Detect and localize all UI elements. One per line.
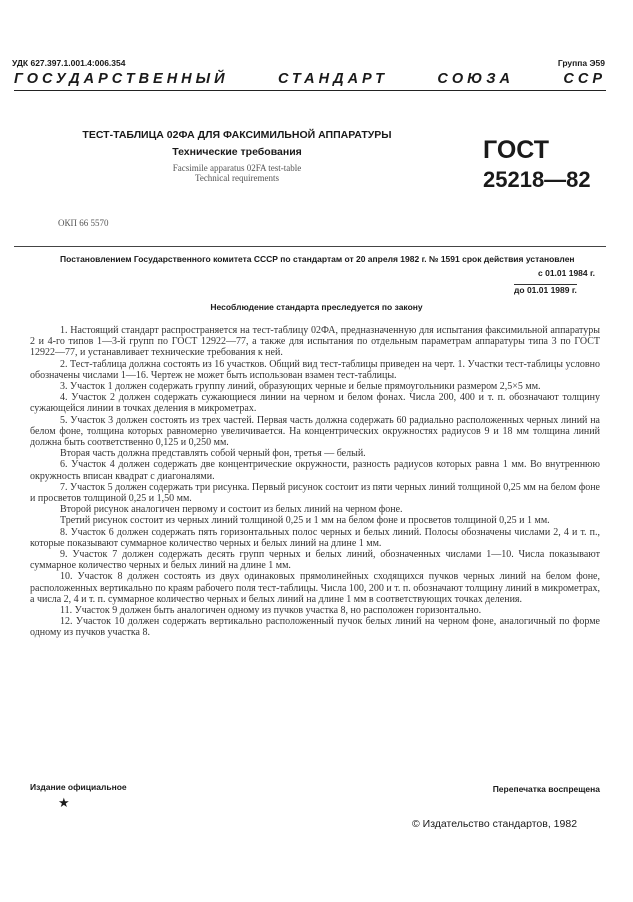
banner-word: ССР [563, 71, 606, 87]
gost-number: 25218—82 [483, 167, 591, 192]
english-subtitle: Technical requirements [194, 173, 280, 183]
reprint-prohibited-label: Перепечатка воспрещена [492, 784, 600, 794]
paragraph: 3. Участок 1 должен содержать группу линий, образующих черные и белые прямоугольники размером 2,5×5 мм. [60, 381, 541, 393]
penalty-notice: Несоблюдение стандарта преследуется по закону [210, 302, 423, 312]
paragraph: 8. Участок 6 должен содержать пять горизонтальных полос черных и белых линий. Полосы обозначены числами 2, 4 и т. п., которые показывают суммарное количество черных и белых линий на длине 1 мм. [30, 526, 600, 549]
document-title: ТЕСТ-ТАБЛИЦА 02ФА ДЛЯ ФАКСИМИЛЬНОЙ АППАРАТУРЫ [82, 129, 392, 141]
valid-from-date: с 01.01 1984 г. [538, 268, 596, 278]
paragraph: Третий рисунок состоит из черных линий толщиной 0,25 и 1 мм на белом фоне и просветов толщиной 0,25 и 1 мм. [60, 515, 550, 527]
state-standard-banner [14, 71, 606, 87]
paragraph: 6. Участок 4 должен содержать две концентрические окружности, разность радиусов которых равна 1 мм. Во внутреннюю окружность вписан квадрат с диагоналями. [30, 459, 600, 482]
paragraph: 2. Тест-таблица должна состоять из 16 участков. Общий вид тест-таблицы приведен на черт. 1. Участки тест-таблицы условно обозначены числами 1—16. Чертеж не может быть использован взамен тест-таблицы. [30, 358, 600, 381]
paragraph: 5. Участок 3 должен состоять из трех частей. Первая часть должна содержать 60 радиально расположенных черных линий на белом фоне, толщина которых равномерно увеличивается. На концентрических окружностях радиусов 9 и 18 мм толщина линий должна быть соответственно 0,125 и 0,250 мм. [30, 414, 600, 449]
paragraph: 9. Участок 7 должен содержать десять групп черных и белых линий, обозначенных числами 1—10. Числа показывают суммарное количество черных и белых линий на длине 1 мм. [30, 549, 600, 572]
document-subtitle: Технические требования [172, 146, 302, 158]
official-edition-label: Издание официальное [30, 782, 127, 792]
banner-word: СОЮЗА [437, 71, 515, 87]
paragraph: 12. Участок 10 должен содержать вертикально расположенный пучок белых линий на черном фоне, аналогичный по форме одному из пучков участка 8. [30, 616, 600, 639]
paragraph: 4. Участок 2 должен содержать сужающиеся линии на черном и белом фонах. Числа 200, 400 и т. п. обозначают толщину сужающейся линии в точках деления в микрометрах. [30, 392, 600, 415]
paragraph: 7. Участок 5 должен содержать три рисунка. Первый рисунок состоит из пяти черных линий толщиной 0,25 мм на белом фоне и просветов толщиной 0,25 и 1,50 мм. [30, 481, 600, 505]
udk-code: УДК 627.397.1.001.4:006.354 [12, 58, 126, 68]
english-title: Facsimile apparatus 02FA test-table [172, 163, 302, 173]
valid-until-date: до 01.01 1989 г. [514, 285, 577, 295]
paragraph: Второй рисунок аналогичен первому и состоит из белых линий на черном фоне. [60, 504, 403, 516]
okp-code: ОКП 66 5570 [58, 218, 109, 228]
paragraph: 11. Участок 9 должен быть аналогичен одному из пучков участка 8, но расположен горизонтально. [60, 605, 482, 617]
group-code: Группа Э59 [557, 58, 605, 68]
banner-word: СТАНДАРТ [277, 71, 389, 87]
document-body [30, 325, 600, 639]
section-rule [14, 246, 606, 247]
gost-label: ГОСТ [483, 136, 549, 164]
banner-word: ГОСУДАРСТВЕННЫЙ [14, 71, 229, 87]
star-icon: ★ [58, 795, 70, 810]
paragraph: Вторая часть должна представлять собой черный фон, третья — белый. [60, 448, 366, 460]
paragraph: 10. Участок 8 должен состоять из двух одинаковых прямолинейных сходящихся пучков черных линий на белом фоне, расположенных вертикально по краям рабочего поля тест-таблицы. Числа 100, 200 и т. п. обозначают толщину линий в микрометрах, а числа 2, 4 и т. п. суммарное количество черных и белых линий на длине 1 мм в соответствующих точках деления. [30, 571, 600, 605]
copyright-notice: © Издательство стандартов, 1982 [412, 818, 578, 830]
header-rule [14, 90, 606, 91]
paragraph: 1. Настоящий стандарт распространяется на тест-таблицу 02ФА, предназначенную для испытания факсимильной аппаратуры 2 и 4-го типов 1—3-й групп по ГОСТ 12922—77, а также для испытания по отдельным параметрам аппаратуры типа 3 по ГОСТ 12922—77, и устанавливает технические требования к ней. [30, 325, 600, 359]
decree-text: Постановлением Государственного комитета СССР по стандартам от 20 апреля 1982 г. № 1591 срок действия установлен [60, 254, 575, 264]
